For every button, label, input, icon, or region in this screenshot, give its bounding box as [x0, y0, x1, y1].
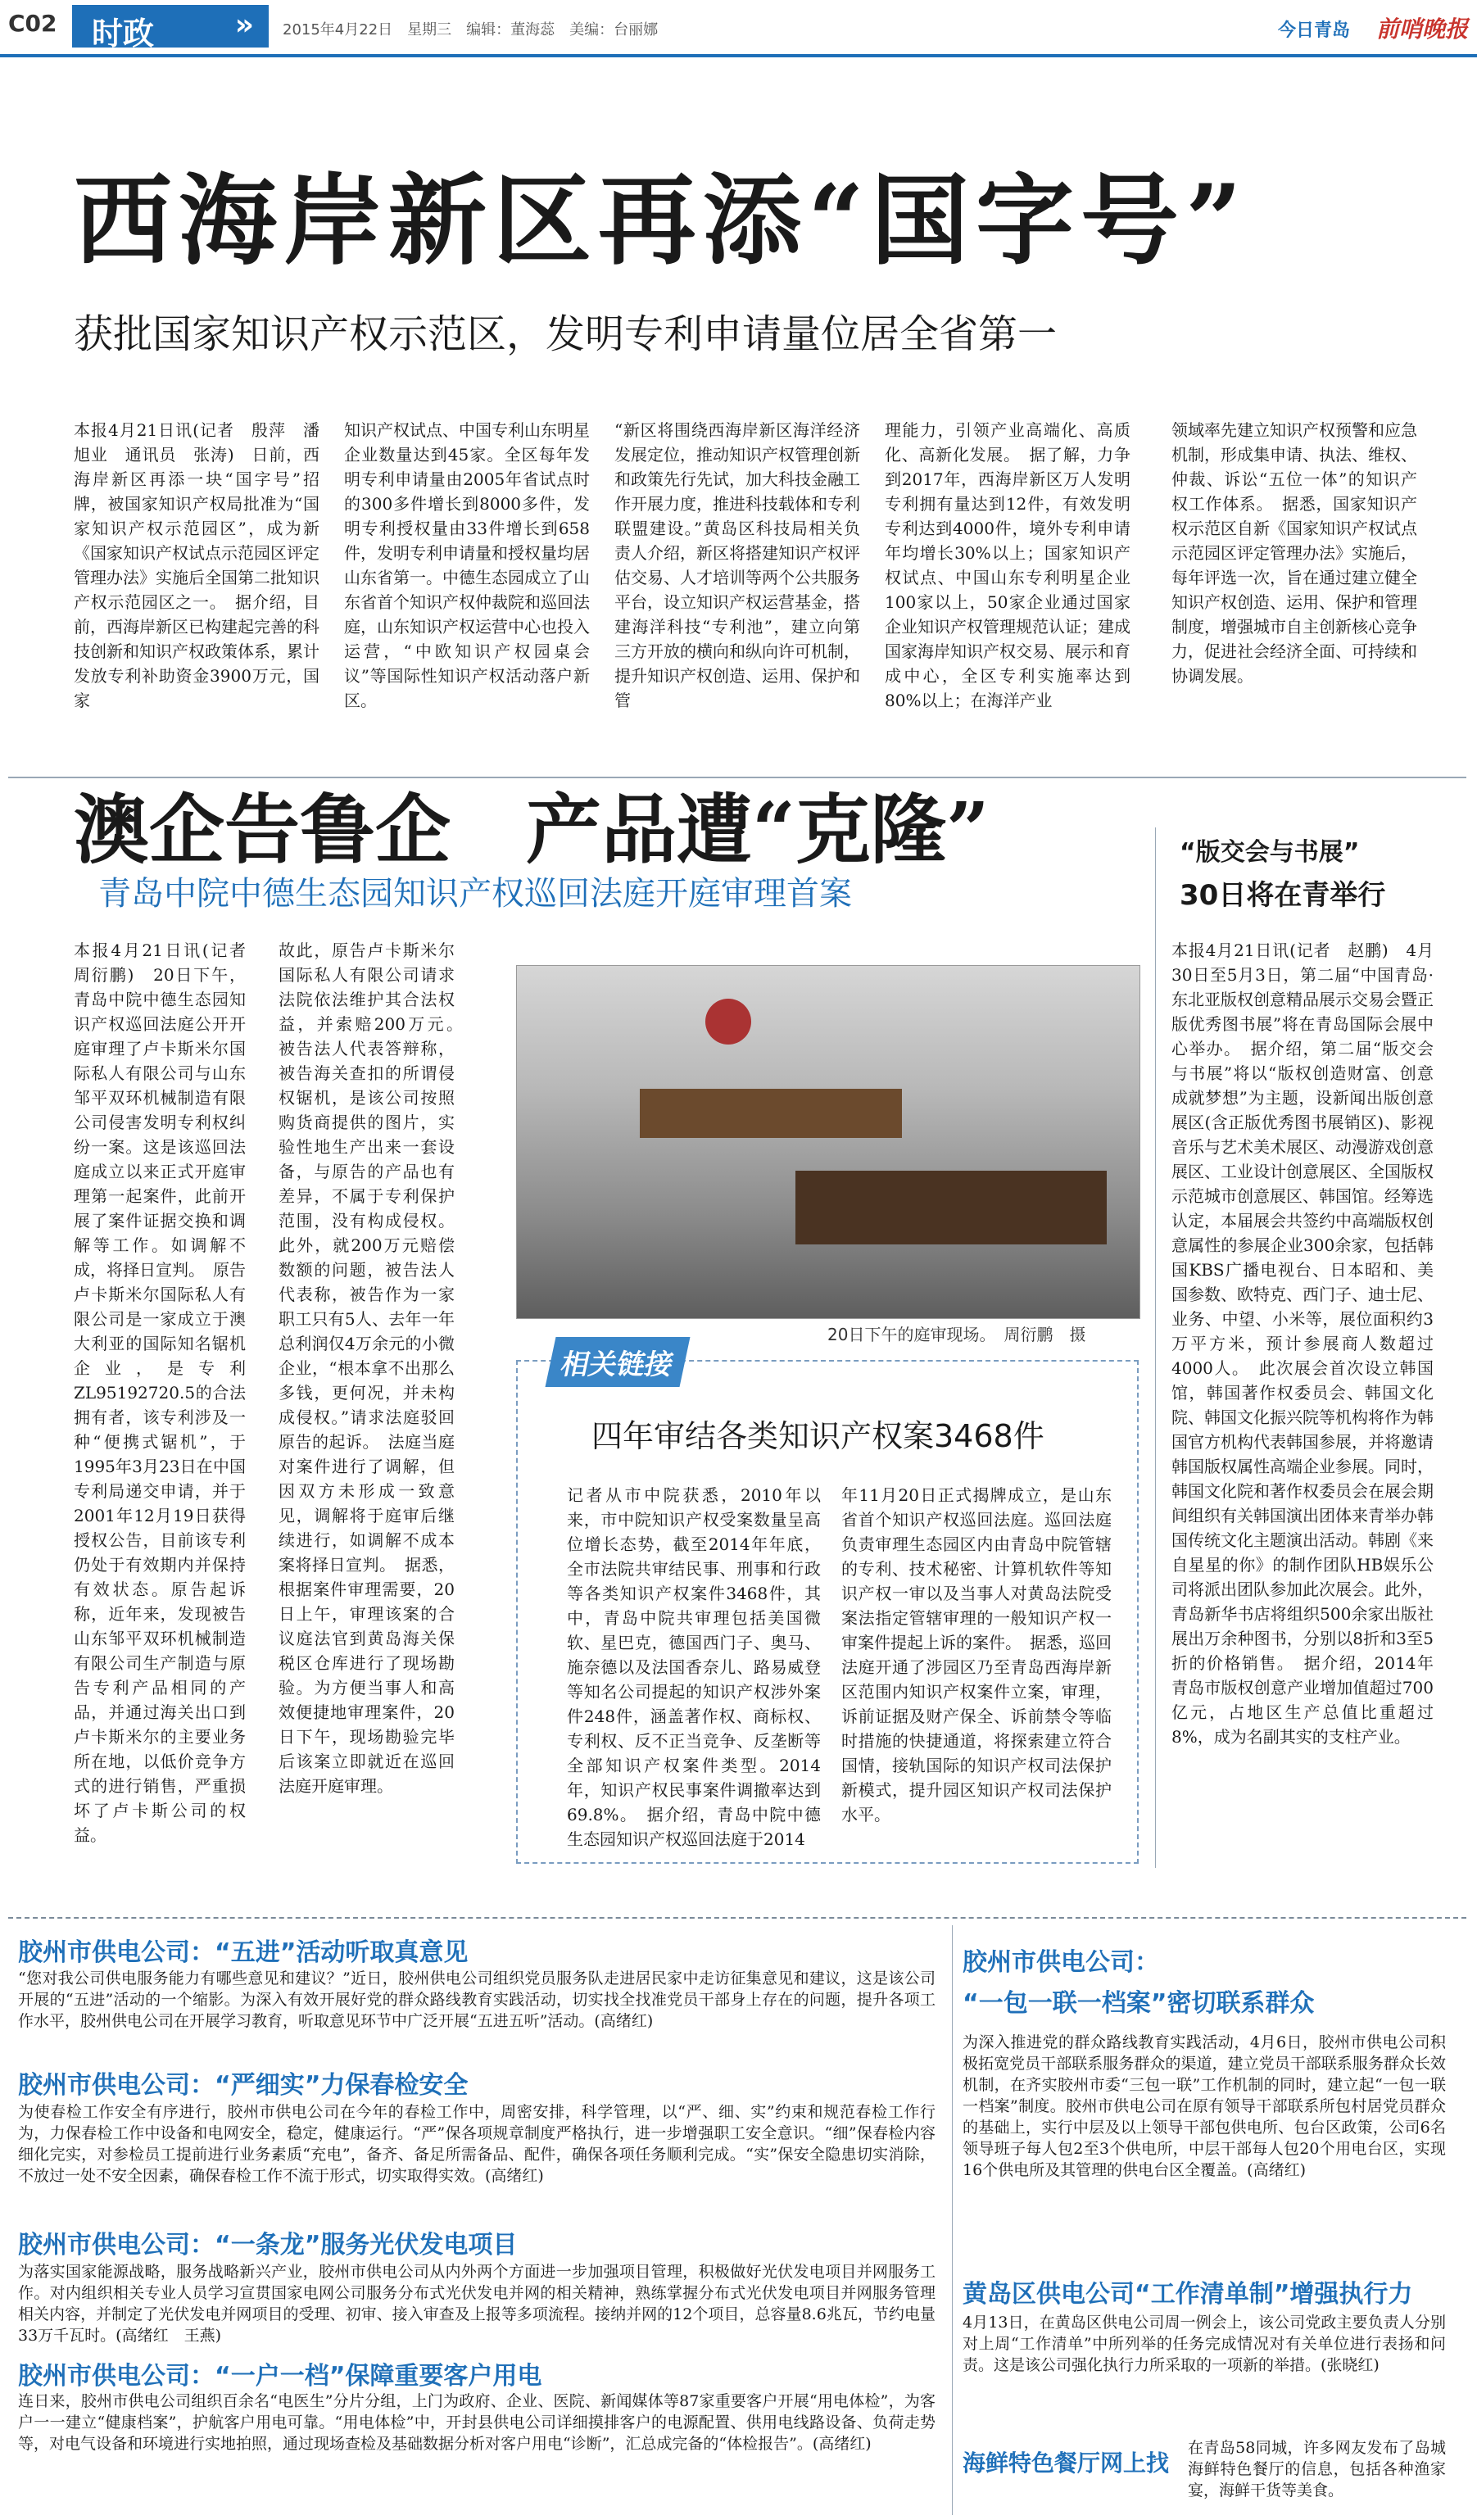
- related-title: 四年审结各类知识产权案3468件: [591, 1418, 1044, 1454]
- related-column-1: 记者从市中院获悉，2010年以来，市中院知识产权受案数量呈高位增长态势，截至2014年年底，全市法院共审结民事、刑事和行政等各类知识产权案件3468件，其中，青岛中院共审理包括美国微软、星巴克，德国西门子、奥马、施奈德以及法国香奈儿、路易威登等知名公司提起的知识产权涉外案件248件，涵盖著作权、商标权、专利权、反不正当竞争、反垄断等全部知识产权案件类型。2014年，知识产权民事案件调撤率达到69.8%。 据介绍，青岛中院中德生态园知识产权巡回法庭于2014: [567, 1485, 821, 1849]
- related-column-2: 年11月20日正式揭牌成立，是山东省首个知识产权巡回法庭。巡回法庭负责审理生态园区内由青岛中院管辖的专利、技术秘密、计算机软件等知识产权一审以及当事人对黄岛法院受案法指定管辖审理的一般知识产权一审案件提起上诉的案件。 据悉，巡回法庭开通了涉园区乃至青岛西海岸新区范围内知识产权案件立案，审理，诉前证据及财产保全、诉前禁令等临时措施的快捷通道，将探索建立符合国情，接轨国际的知识产权司法保护新模式，提升园区知识产权司法保护水平。: [841, 1485, 1112, 1824]
- ad1-body: “您对我公司供电服务能力有哪些意见和建议？”近日，胶州供电公司组织党员服务队走进居民家中走访征集意见和建议，这是该公司开展的“五进”活动的一个缩影。为深入有效开展好党的群众路线教育实践活动，切实找全找准党员干部身上存在的问题，提升各项工作水平，胶州供电公司在开展学习教育，听取意见环节中广泛开展“五进五听”活动。(高绪红): [18, 1969, 936, 2030]
- header-rule: [0, 54, 1477, 57]
- headline-story3: “版交会与书展”: [1180, 838, 1360, 867]
- ad5-title-line2: “一包一联一档案”密切联系群众: [963, 1989, 1315, 2018]
- story1-column-1: 本报4月21日讯(记者 殷萍 潘旭业 通讯员 张涛) 日前，西海岸新区再添一块“国字号”招牌，被国家知识产权局批准为“国家知识产权示范园区”，成为新《国家知识产权试点示范园区评定管理办法》实施后全国第二批知识产权示范园区之一。 据介绍，目前，西海岸新区已构建起完善的科技创新和知识产权政策体系，累计发放专利补助资金3900万元，国家: [74, 420, 319, 710]
- photo-caption: 20日下午的庭审现场。 周衍鹏 摄: [827, 1325, 1086, 1344]
- related-box: [516, 1348, 1139, 1864]
- ad5-body: 为深入推进党的群众路线教育实践活动，4月6日，胶州市供电公司积极拓宽党员干部联系服务群众的渠道，建立党员干部联系服务群众长效机制，在齐实胶州市委“三包一联”工作机制的同时，建立起“一包一联一档案”制度。胶州市供电公司在原有领导干部联系所包村居党员群众的基础上，实行中层及以上领导干部包供电所、包台区政策，公司6名领导班子每人包2至3个供电所，中层干部每人包20个用电台区，实现16个供电所及其管理的供电台区全覆盖。(高绪红): [963, 2033, 1446, 2179]
- ad5-title: 胶州市供电公司：: [963, 1948, 1159, 1977]
- divider: [8, 777, 1466, 778]
- court-emblem-icon: [705, 999, 751, 1045]
- date-line: 2015年4月22日 星期三 编辑：董海蕊 美编：台丽娜: [283, 21, 659, 39]
- subheadline-story1: 获批国家知识产权示范区，发明专利申请量位居全省第一: [74, 311, 1058, 357]
- paper-logo: 前哨晚报: [1376, 16, 1469, 43]
- subheadline-story2: 青岛中院中德生态园知识产权巡回法庭开庭审理首案: [98, 875, 852, 913]
- chevron-right-icon: »: [234, 8, 254, 42]
- headline-story1: 西海岸新区再添“国字号”: [74, 163, 1249, 279]
- divider-vertical: [1155, 827, 1156, 1868]
- story2-column-2: 故此，原告卢卡斯米尔国际私人有限公司请求法院依法维护其合法权益，并索赔200万元。 被告法人代表答辩称，被告海关查扣的所谓侵权锯机，是该公司按照购货商提供的图片，实验性地生产出来一套设备，与原告的产品也有差异，不属于专利保护范围，没有构成侵权。此外，就200万元赔偿数额的问题，被告法人代表称，被告作为一家职工只有5人、去年一年总利润仅4万余元的小微企业，“根本拿不出那么多钱，更何况，并未构成侵权。”请求法庭驳回原告的起诉。 法庭当庭对案件进行了调解，但因双方未形成一致意见，调解将于庭审后继续进行，如调解不成本案将择日宣判。 据悉，根据案件审理需要，20日上午，审理该案的合议庭法官到黄岛海关保税区仓库进行了现场勘验。为方便当事人和高效便捷地审理案件，20日下午，现场勘验完毕后该案立即就近在巡回法庭开庭审理。: [279, 940, 471, 1796]
- ad-divider-vertical: [952, 1925, 953, 2515]
- story2-column-1: 本报4月21日讯(记者 周衍鹏) 20日下午，青岛中院中德生态园知识产权巡回法庭公开开庭审理了卢卡斯米尔国际私人有限公司与山东邹平双环机械制造有限公司侵害发明专利权纠纷一案。这是该巡回法庭成立以来正式开庭审理第一起案件，此前开展了案件证据交换和调解等工作。如调解不成，将择日宣判。 原告卢卡斯米尔国际私人有限公司是一家成立于澳大利亚的国际知名锯机企业，是专利ZL95192720.5的合法拥有者，该专利涉及一种“便携式锯机”，于1995年3月23日在中国专利局递交申请，并于2001年12月19日获得授权公告，目前该专利仍处于有效期内并保持有效状态。原告起诉称，近年来，发现被告山东邹平双环机械制造有限公司生产制造与原告专利产品相同的产品，并通过海关出口到卢卡斯米尔的主要业务所在地，以低价竞争方式的进行销售，严重损坏了卢卡斯公司的权益。: [74, 940, 262, 1845]
- ad6-body: 4月13日，在黄岛区供电公司周一例会上，该公司党政主要负责人分别对上周“工作清单”中所列举的任务完成情况对有关单位进行表扬和问责。这是该公司强化执行力所采取的一项新的举措。(张晓红): [963, 2314, 1446, 2374]
- judge-bench: [640, 1089, 902, 1138]
- ad2-body: 为使春检工作安全有序进行，胶州市供电公司在今年的春检工作中，周密安排，科学管理，以“严、细、实”约束和规范春检工作行为，力保春检工作中设备和电网安全，稳定，健康运行。“严”保各项规章制度严格执行，进一步增强职工安全意识。“细”保春检内容细化完实，对参检员工提前进行业务素质“充电”，备齐、备足所需备品、配件，确保各项任务顺利完成。“实”保安全隐患切实消除，不放过一处不安全因素，确保春检工作不流于形式，切实取得实效。(高绪红): [18, 2103, 936, 2185]
- related-tag: 相关链接: [546, 1337, 691, 1387]
- section-title: 时政: [92, 16, 155, 52]
- ad4-body: 连日来，胶州市供电公司组织百余名“电医生”分片分组，上门为政府、企业、医院、新闻媒体等87家重要客户开展“用电体检”，为客户一一建立“健康档案”，护航客户用电可靠。“用电体检”中，开封县供电公司详细摸排客户的电源配置、供用电线路设备、负荷走势等，对电气设备和环境进行实地拍照，通过现场查检及基础数据分析对客户用电“诊断”，汇总成完备的“体检报告”。(高绪红): [18, 2392, 936, 2453]
- story1-column-5: 领域率先建立知识产权预警和应急机制，形成集申请、执法、维权、仲裁、诉讼“五位一体”的知识产权工作体系。 据悉，国家知识产权示范区自新《国家知识产权试点示范园区评定管理办法》实施后，每年评选一次，旨在通过建立健全知识产权创造、运用、保护和管理制度，增强城市自主创新核心竞争力，促进社会经济全面、可持续和协调发展。: [1171, 420, 1417, 686]
- ad6-title: 黄岛区供电公司“工作清单制”增强执行力: [963, 2280, 1413, 2309]
- today-label: 今日青岛: [1278, 20, 1351, 41]
- headline-story2: 澳企告鲁企 产品遭“克隆”: [74, 786, 990, 874]
- page-number: C02: [8, 10, 57, 37]
- ad4-title: 胶州市供电公司：“一户一档”保障重要客户用电: [18, 2362, 542, 2391]
- headline-story3-line2: 30日将在青举行: [1180, 879, 1386, 912]
- court-photo: [516, 965, 1140, 1319]
- section-badge: [72, 5, 269, 52]
- court-tables: [795, 1171, 1107, 1244]
- story1-column-2: 知识产权试点、中国专利山东明星企业数量达到45家。全区每年发明专利申请量由2005年省试点时的300多件增长到8000多件，发明专利授权量由33件增长到658件，发明专利申请量和授权量均居山东省第一。中德生态园成立了山东省首个知识产权仲裁院和巡回法庭，山东知识产权运营中心也投入运营，“中欧知识产权园桌会议”等国际性知识产权活动落户新区。: [344, 420, 590, 710]
- ad3-title: 胶州市供电公司：“一条龙”服务光伏发电项目: [18, 2231, 518, 2259]
- story1-column-3: “新区将围绕西海岸新区海洋经济发展定位，推动知识产权管理创新和政策先行先试，加大科技金融工作开展力度，推进科技载体和专利联盟建设。”黄岛区科技局相关负责人介绍，新区将搭建知识产权评估交易、人才培训等两个公共服务平台，设立知识产权运营基金，搭建海洋科技“专利池”，建立向第三方开放的横向和纵向许可机制，提升知识产权创造、运用、保护和管: [614, 420, 860, 710]
- ad1-title: 胶州市供电公司：“五进”活动听取真意见: [18, 1938, 469, 1967]
- ad7-title: 海鲜特色餐厅网上找: [963, 2450, 1170, 2477]
- story3-column: 本报4月21日讯(记者 赵鹏) 4月30日至5月3日，第二届“中国青岛·东北亚版权创意精品展示交易会暨正版优秀图书展”将在青岛国际会展中心举办。 据介绍，第二届“版交会与书展”将以“版权创造财富、创意成就梦想”为主题，设新闻出版创意展区(含正版优秀图书展销区)、影视音乐与艺术美术展区、动漫游戏创意展区、工业设计创意展区、全国版权示范城市创意展区、韩国馆。经筹选认定，本届展会共签约中高端版权创意属性的参展企业300余家，包括韩国KBS广播电视台、日本昭和、美国参数、欧特克、西门子、迪士尼、业务、中望、小米等，展位面积约3万平方米，预计参展商人数超过4000人。 此次展会首次设立韩国馆，韩国著作权委员会、韩国文化院、韩国文化振兴院等机构将作为韩国官方机构代表韩国参展，并将邀请韩国版权属性高端企业参展。同时，韩国文化院和著作权委员会在展会期间组织有关韩国演出团体来青举办韩国传统文化主题演出活动。韩剧《来自星星的你》的制作团队HB娱乐公司将派出团队参加此次展会。此外，青岛新华书店将组织500余家出版社展出万余种图书，分别以8折和3至5折的价格销售。 据介绍，2014年青岛市版权创意产业增加值超过700亿元，占地区生产总值比重超过8%，成为名副其实的支柱产业。: [1171, 940, 1434, 1747]
- ad2-title: 胶州市供电公司：“严细实”力保春检安全: [18, 2071, 469, 2100]
- ad7-body: 在青岛58同城，许多网友发布了岛城海鲜特色餐厅的信息，包括各种渔家宴，海鲜干货等美食。: [1188, 2439, 1446, 2500]
- ad-top-rule: [8, 1917, 1466, 1919]
- story1-column-4: 理能力，引领产业高端化、高质化、高新化发展。 据了解，力争到2017年，西海岸新区万人发明专利拥有量达到12件，有效发明专利达到4000件，境外专利申请年均增长30%以上；国家知识产权试点、中国山东专利明星企业100家以上，50家企业通过国家企业知识产权管理规范认证；建成国家海岸知识产权交易、展示和育成中心，全区专利实施率达到80%以上；在海洋产业: [885, 420, 1130, 710]
- ad3-body: 为落实国家能源战略，服务战略新兴产业，胶州市供电公司从内外两个方面进一步加强项目管理，积极做好光伏发电项目并网服务工作。对内组织相关专业人员学习宣贯国家电网公司服务分布式光伏发电并网的相关精神，熟练掌握分布式光伏发电项目并网服务管理相关内容，并制定了光伏发电并网项目的受理、初审、接入审查及上报等多项流程。接纳并网的12个项目，总容量8.6兆瓦，节约电量33万千瓦时。(高绪红 王燕): [18, 2263, 936, 2345]
